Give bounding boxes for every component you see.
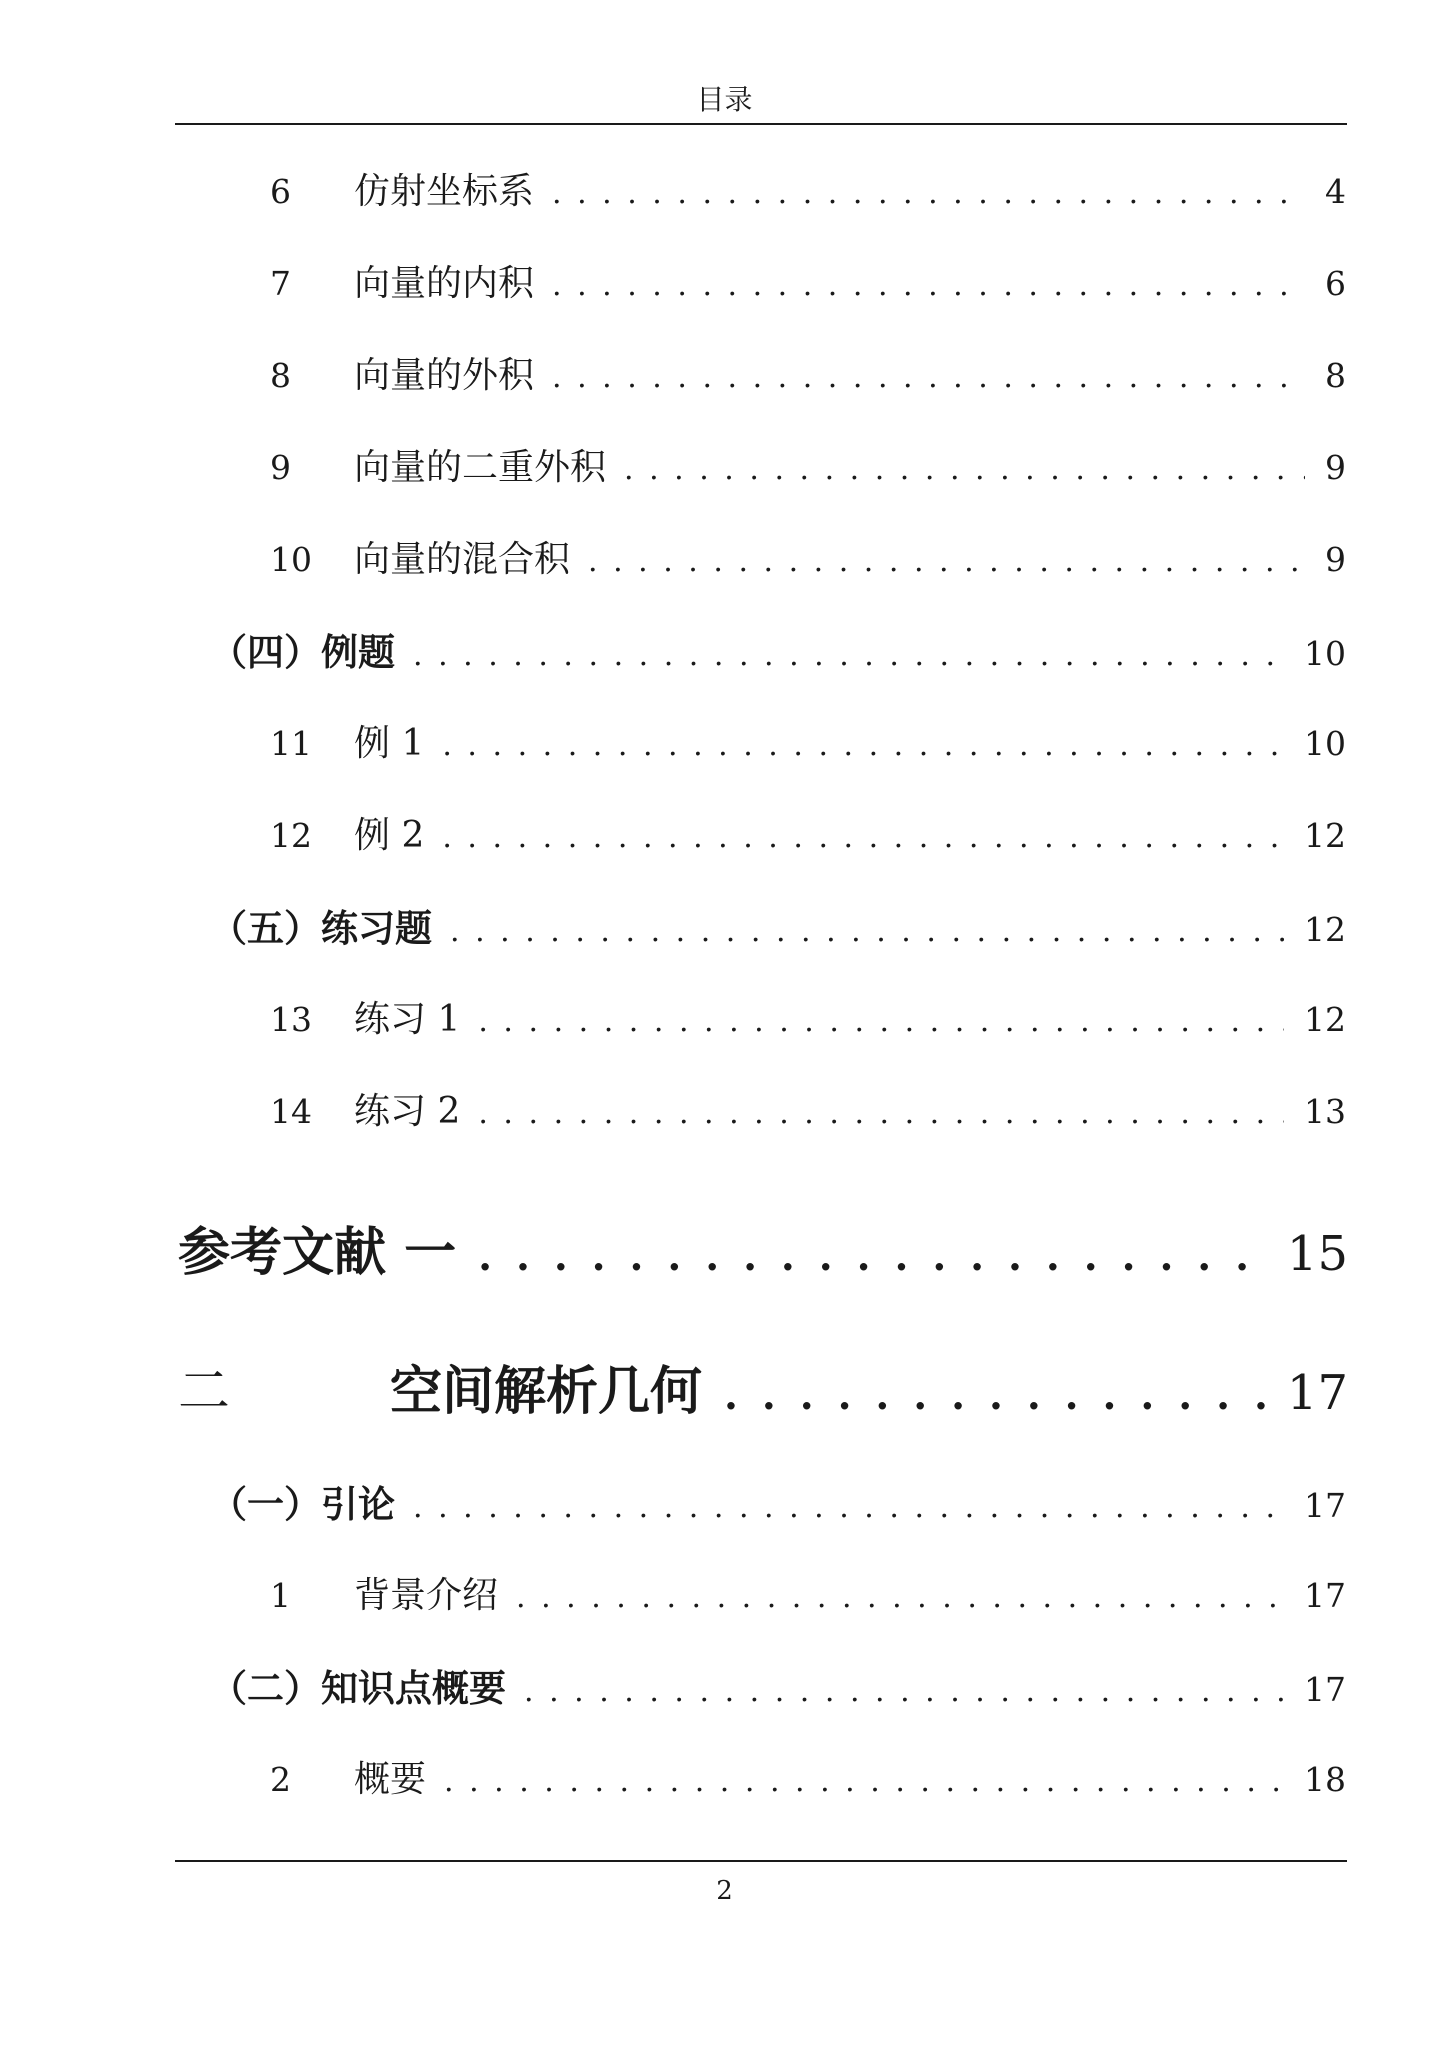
dot-leader <box>413 1483 1284 1533</box>
toc-entry-title: （一）引论 <box>210 1482 395 1526</box>
toc-entry-number: 10 <box>270 540 312 579</box>
toc-entry-number: 二 <box>178 1362 231 1422</box>
toc-entry-chapter[interactable] <box>178 1359 1348 1429</box>
toc-entry-number: 12 <box>270 816 312 855</box>
toc-entry-page: 15 <box>1286 1226 1348 1282</box>
toc-entry-title: 例 1 <box>354 723 425 764</box>
dot-leader <box>524 1667 1284 1717</box>
toc-entry-page: 8 <box>1325 356 1346 395</box>
toc-entry-page: 17 <box>1304 1486 1346 1525</box>
toc-entry-page: 10 <box>1304 724 1346 763</box>
toc-entry-page: 10 <box>1304 634 1346 673</box>
toc-entry-section[interactable] <box>210 627 1346 681</box>
toc-entry-page: 9 <box>1325 448 1346 487</box>
dot-leader <box>442 814 1284 862</box>
dot-leader <box>552 170 1305 218</box>
toc-entry-title: 练习 2 <box>354 1091 461 1132</box>
toc-entry-title: 背景介绍 <box>354 1575 499 1616</box>
toc-entry-number: 11 <box>270 724 312 763</box>
toc-entry-title: 向量的二重外积 <box>354 447 607 488</box>
toc-entry-page: 17 <box>1304 1670 1346 1709</box>
toc-entry[interactable] <box>270 1756 1346 1806</box>
toc-entry-title: 概要 <box>354 1759 427 1800</box>
dot-leader <box>478 1090 1284 1138</box>
toc-entry-number: 6 <box>270 172 291 211</box>
toc-entry-title: 例 2 <box>354 815 425 856</box>
toc-entry-number: 1 <box>270 1576 291 1615</box>
toc-entry-section[interactable] <box>210 1479 1346 1533</box>
dot-leader <box>444 1758 1284 1806</box>
toc-entry-title: 空间解析几何 <box>390 1361 703 1422</box>
toc-entry-page: 13 <box>1304 1092 1346 1131</box>
toc-entry[interactable] <box>270 352 1346 402</box>
toc-entry-number: 8 <box>270 356 291 395</box>
toc-entry[interactable] <box>270 1088 1346 1138</box>
toc-entry-title: 练习 1 <box>354 999 461 1040</box>
toc-entry-page: 9 <box>1325 540 1346 579</box>
dot-leader <box>478 998 1284 1046</box>
toc-entry-title: 向量的内积 <box>354 263 535 304</box>
toc-entry[interactable] <box>270 260 1346 310</box>
toc-entry-page: 12 <box>1304 1000 1346 1039</box>
dot-leader <box>450 907 1284 957</box>
toc-entry[interactable] <box>270 536 1346 586</box>
toc-entry-section[interactable] <box>210 903 1346 957</box>
toc-entry-chapter[interactable] <box>178 1220 1348 1290</box>
toc-entry-number: 2 <box>270 1760 291 1799</box>
toc-entry-page: 18 <box>1304 1760 1346 1799</box>
dot-leader <box>552 354 1305 402</box>
toc-entry[interactable] <box>270 720 1346 770</box>
footer-rule <box>175 1860 1347 1862</box>
toc-entry-title: 仿射坐标系 <box>354 171 535 212</box>
header-title: 目录 <box>696 83 753 116</box>
dot-leader <box>552 262 1305 310</box>
dot-leader <box>516 1574 1284 1622</box>
toc-entry-section[interactable] <box>210 1663 1346 1717</box>
dot-leader <box>442 722 1284 770</box>
toc-entry-number: 7 <box>270 264 291 303</box>
toc-entry[interactable] <box>270 444 1346 494</box>
toc-entry-title: （五）练习题 <box>210 906 432 950</box>
dot-leader <box>478 1224 1271 1290</box>
toc-entry-title: 参考文献 一 <box>178 1222 457 1283</box>
toc-entry-title: 向量的外积 <box>354 355 535 396</box>
toc-entry-page: 4 <box>1325 172 1346 211</box>
dot-leader <box>624 446 1305 494</box>
toc-entry-page: 17 <box>1304 1576 1346 1615</box>
toc-entry-title: （四）例题 <box>210 630 395 674</box>
toc-entry[interactable] <box>270 812 1346 862</box>
toc-entry-title: 向量的混合积 <box>354 539 571 580</box>
toc-entry[interactable] <box>270 168 1346 218</box>
toc-entry-page: 12 <box>1304 910 1346 949</box>
toc-entry-title: （二）知识点概要 <box>210 1666 506 1710</box>
toc-entry-page: 12 <box>1304 816 1346 855</box>
toc-entry-number: 13 <box>270 1000 312 1039</box>
dot-leader <box>413 631 1284 681</box>
toc-entry-number: 14 <box>270 1092 312 1131</box>
dot-leader <box>724 1363 1271 1429</box>
page-number: 2 <box>716 1876 733 1906</box>
toc-entry[interactable] <box>270 1572 1346 1622</box>
toc-entry-page: 17 <box>1286 1365 1348 1421</box>
dot-leader <box>588 538 1305 586</box>
toc-entry[interactable] <box>270 996 1346 1046</box>
toc-entry-page: 6 <box>1325 264 1346 303</box>
header-rule <box>175 123 1347 125</box>
toc-entry-number: 9 <box>270 448 291 487</box>
